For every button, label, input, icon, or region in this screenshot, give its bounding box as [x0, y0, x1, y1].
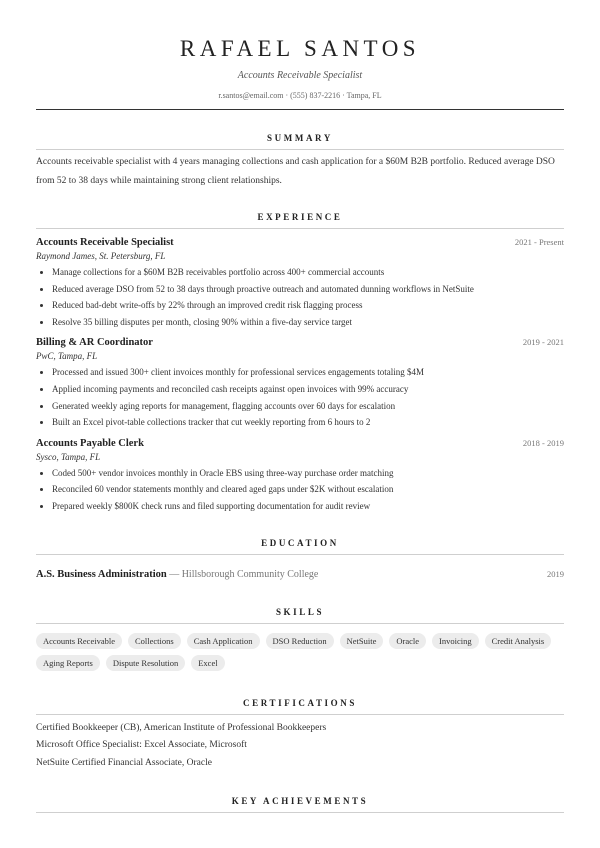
- skills-heading: SKILLS: [275, 606, 325, 617]
- certification-item: NetSuite Certified Financial Associate, Oracle: [36, 757, 212, 768]
- contact-line: r.santos@email.com · (555) 837-2216 · Tampa, FL: [218, 91, 382, 100]
- job-bullet: • Manage collections for a $60M B2B receivables portfolio across 400+ commercial accounts: [52, 264, 564, 281]
- skill-tag: Collections: [128, 633, 181, 649]
- skill-tag: Dispute Resolution: [106, 655, 185, 671]
- certification-item: Microsoft Office Specialist: Excel Associate, Microsoft: [36, 740, 247, 751]
- header-divider: [36, 109, 564, 110]
- job-dates: 2021 - Present: [514, 237, 564, 247]
- certifications-heading: CERTIFICATIONS: [243, 697, 357, 708]
- job-bullets: [36, 465, 564, 515]
- experience-divider: [36, 228, 564, 229]
- job-bullet: • Coded 500+ vendor invoices monthly in Oracle EBS using three-way purchase order matching: [52, 465, 564, 482]
- skill-tag: Invoicing: [432, 633, 479, 649]
- certifications-divider: [36, 714, 564, 715]
- certifications-section: [36, 697, 564, 773]
- achievements-heading: KEY ACHIEVEMENTS: [231, 796, 369, 807]
- job-entry: [36, 438, 564, 515]
- job-company: Sysco, Tampa, FL: [36, 451, 101, 462]
- job-bullet: • Generated weekly aging reports for management, flagging accounts over 60 days for escalation: [52, 398, 564, 415]
- job-title: Billing & AR Coordinator: [36, 337, 153, 349]
- job-bullet: • Reduced bad-debt write-offs by 22% through an improved credit risk flagging process: [52, 297, 564, 314]
- job-dates: 2018 - 2019: [522, 437, 564, 448]
- job-title: Accounts Receivable Specialist: [36, 237, 174, 248]
- experience-heading: EXPERIENCE: [257, 212, 343, 222]
- certification-item: Certified Bookkeeper (CB), American Institute of Professional Bookkeepers: [36, 722, 327, 733]
- education-divider: [36, 554, 564, 555]
- candidate-name: RAFAEL SANTOS: [179, 36, 421, 61]
- job-bullets: [36, 264, 564, 330]
- education-heading: EDUCATION: [261, 537, 339, 548]
- job-entry: [36, 337, 564, 430]
- skill-tag: NetSuite: [340, 633, 384, 649]
- achievements-divider: [36, 812, 564, 813]
- certifications-list: [36, 720, 564, 773]
- job-bullet: • Applied incoming payments and reconciled cash receipts against open invoices with 99% accuracy: [52, 381, 564, 398]
- skill-tag: Excel: [191, 655, 224, 671]
- education-entry: [36, 564, 564, 582]
- skill-tag: Aging Reports: [36, 655, 100, 671]
- education-degree: A.S. Business Administration: [36, 568, 167, 580]
- job-dates: 2019 - 2021: [522, 337, 564, 348]
- achievements-section: [36, 795, 564, 813]
- summary-divider: [36, 149, 564, 150]
- experience-section: [36, 211, 564, 515]
- skills-section: [36, 606, 564, 671]
- candidate-title: Accounts Receivable Specialist: [237, 70, 363, 81]
- job-bullet: • Resolve 35 billing disputes per month, closing 90% within a five-day service target: [52, 314, 564, 331]
- job-bullet: • Built an Excel pivot-table collections tracker that cut weekly reporting from 6 hours to 2: [52, 414, 564, 431]
- skill-tag: Accounts Receivable: [36, 633, 122, 649]
- education-year: 2019: [547, 568, 564, 579]
- job-company: Raymond James, St. Petersburg, FL: [36, 251, 166, 261]
- summary-text: Accounts receivable specialist with 4 years managing collections and cash application for a $60M B2B portfolio. Reduced average DSO from 52 to 38 days while maintaining strong client relationships.: [36, 157, 555, 186]
- job-entry: [36, 237, 564, 330]
- skill-tag: Cash Application: [187, 633, 260, 649]
- education-section: [36, 537, 564, 582]
- education-school: — Hillsborough Community College: [166, 568, 319, 580]
- job-bullets: [36, 364, 564, 430]
- skill-tag: Credit Analysis: [485, 633, 552, 649]
- job-bullet: • Reduced average DSO from 52 to 38 days through proactive outreach and automated dunning workflows in NetSuite: [52, 281, 564, 298]
- summary-heading: SUMMARY: [267, 133, 333, 143]
- job-bullet: • Reconciled 60 vendor statements monthly and cleared aged gaps under $2K without escalation: [52, 481, 564, 498]
- skill-tag: DSO Reduction: [266, 633, 334, 649]
- skill-tag: Oracle: [389, 633, 426, 649]
- job-company: PwC, Tampa, FL: [36, 351, 98, 362]
- job-bullet: • Processed and issued 300+ client invoices monthly for professional services engagements totaling $4M: [52, 364, 564, 381]
- summary-section: [36, 132, 564, 191]
- job-title: Accounts Payable Clerk: [36, 437, 144, 449]
- skills-divider: [36, 623, 564, 624]
- job-bullet: • Prepared weekly $800K check runs and filed supporting documentation for audit review: [52, 498, 564, 515]
- skills-list: [36, 633, 564, 671]
